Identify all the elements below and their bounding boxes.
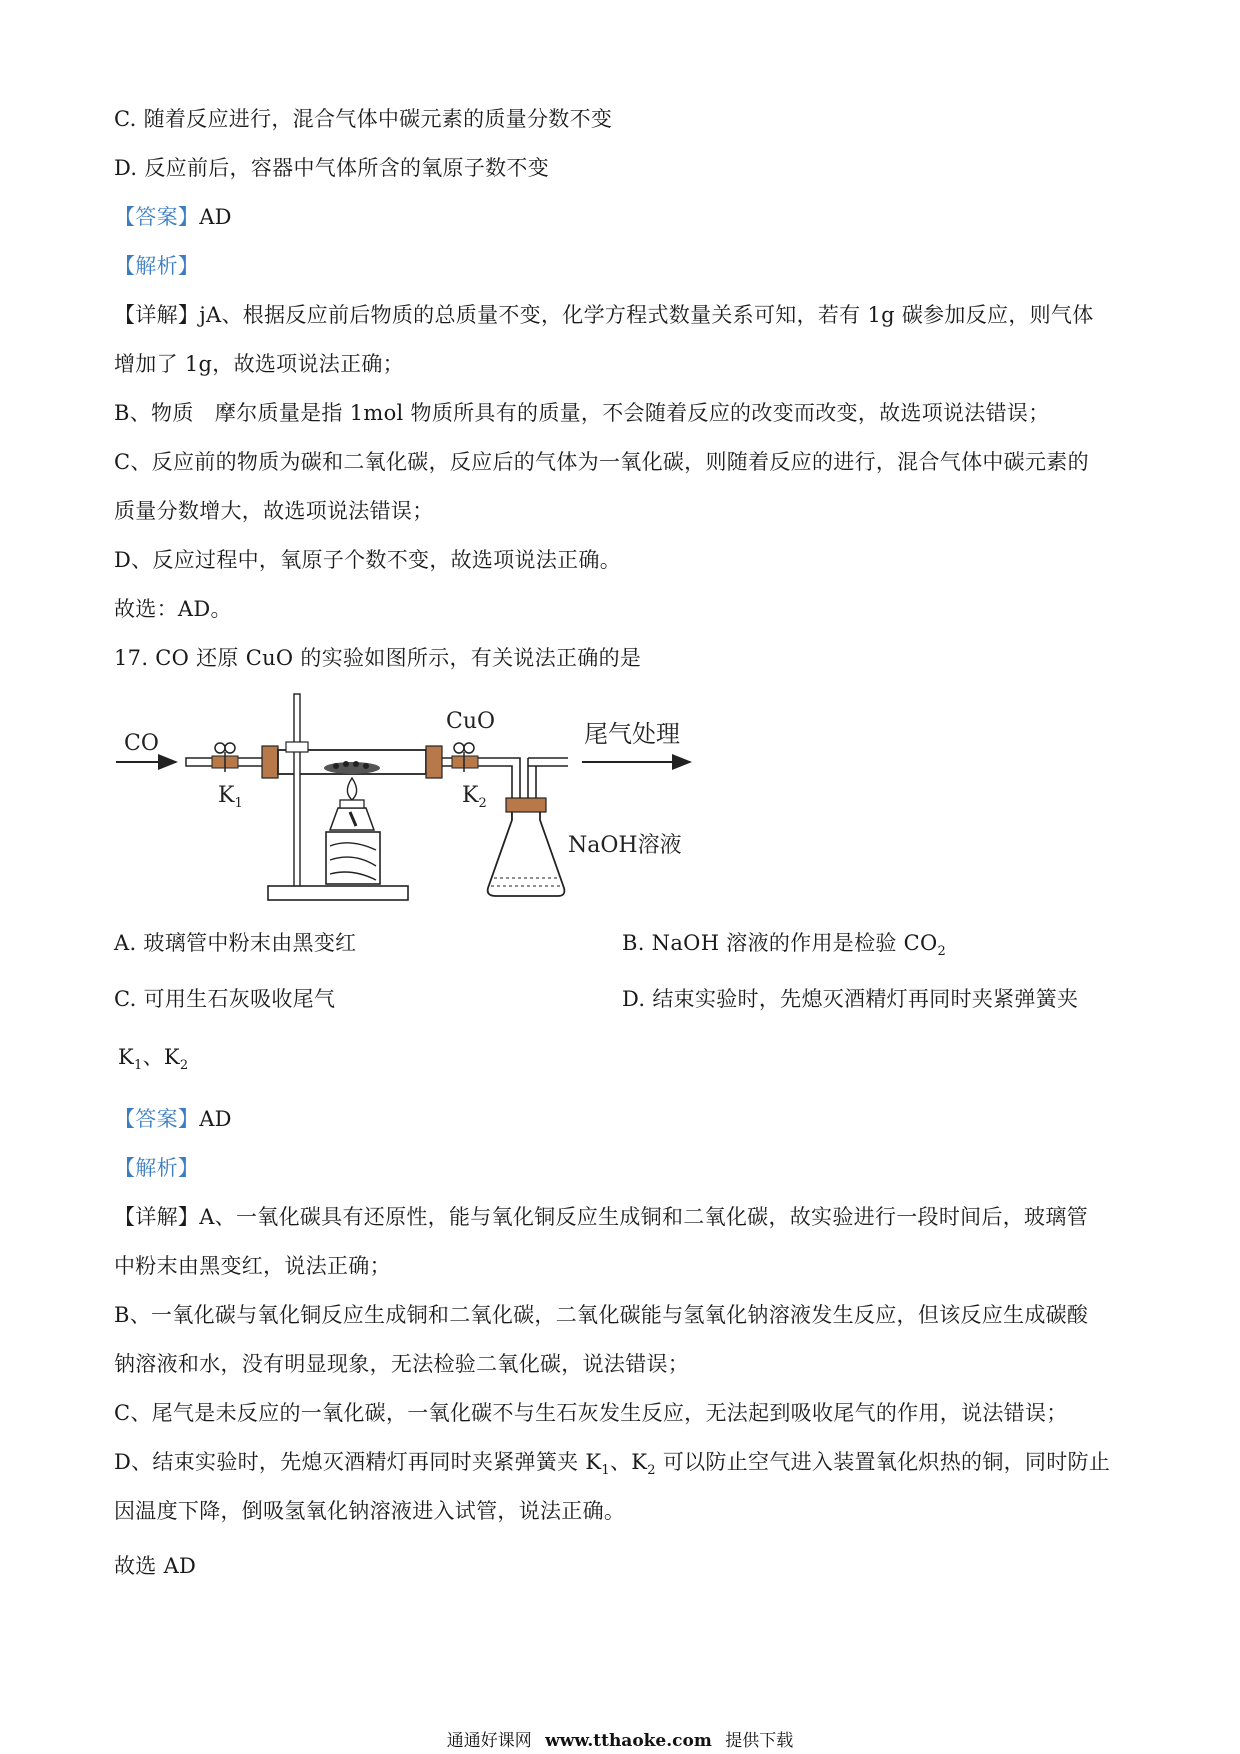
k2-label: $K_2$ [462, 783, 487, 811]
footer-site-name: 通通好课网 [446, 1731, 532, 1751]
k1-label: $K_1$ [218, 783, 243, 811]
conclusion-line-1: 故选：AD。 [114, 597, 232, 621]
explain2-line-2: 中粉末由黑变红，说法正确； [114, 1254, 391, 1278]
explain-line-6: D、反应过程中，氧原子个数不变，故选项说法正确。 [114, 548, 622, 572]
conclusion-line-2: 故选 AD [114, 1554, 197, 1578]
apparatus-diagram [110, 690, 710, 910]
explain2-line-5: C、尾气是未反应的一氧化碳，一氧化碳不与生石灰发生反应，无法起到吸收尾气的作用，说法错误； [114, 1401, 1068, 1425]
explain-line-2: 增加了 1g，故选项说法正确； [114, 352, 404, 376]
rubber-hose-k2 [452, 756, 478, 768]
analysis-tag-1: 【解析】 [114, 254, 200, 278]
alcohol-lamp [330, 778, 374, 830]
option-d-line: D. 反应前后，容器中气体所含的氧原子数不变 [114, 156, 550, 180]
option-b: B. NaOH 溶液的作用是检验 $CO_2$ [622, 931, 947, 959]
explain-line-4: C、反应前的物质为碳和二氧化碳，反应后的气体为一氧化碳，则随着反应的进行，混合气体中碳元素的 [114, 450, 1089, 474]
option-c: C. 可用生石灰吸收尾气 [114, 987, 336, 1011]
page-footer [0, 1730, 1240, 1752]
explain-line-5: 质量分数增大，故选项说法错误； [114, 499, 434, 523]
exhaust-label: 尾气处理 [584, 720, 680, 748]
option-c-line: C. 随着反应进行，混合气体中碳元素的质量分数不变 [114, 107, 613, 131]
footer-url-link[interactable]: www.tthaoke.com [545, 1731, 712, 1751]
explain2-line-4: 钠溶液和水，没有明显现象，无法检验二氧化碳，说法错误； [114, 1352, 690, 1376]
explain-line-1: 【详解】jA、根据反应前后物质的总质量不变，化学方程式数量关系可知，若有 1g 碳参加反应，则气体 [114, 303, 1094, 327]
answer-line-2: 【答案】AD [114, 1107, 232, 1131]
stopper-left [262, 746, 278, 778]
explain2-line-3: B、一氧化碳与氧化铜反应生成铜和二氧化碳，二氧化碳能与氢氧化钠溶液发生反应，但该反应生成碳酸 [114, 1303, 1089, 1327]
option-d: D. 结束实验时，先熄灭酒精灯再同时夹紧弹簧夹 [622, 987, 1079, 1011]
explain2-line-7: 因温度下降，倒吸氢氧化钠溶液进入试管，说法正确。 [114, 1499, 626, 1523]
stopper-right [426, 746, 442, 778]
wooden-block [326, 832, 380, 884]
footer-provide-text: 提供下载 [725, 1731, 794, 1751]
naoh-label: NaOH溶液 [568, 833, 682, 858]
option-a: A. 玻璃管中粉末由黑变红 [114, 931, 357, 955]
co-label: CO [124, 731, 159, 756]
analysis-tag-2: 【解析】 [114, 1156, 200, 1180]
explain2-line-6: D、结束实验时，先熄灭酒精灯再同时夹紧弹簧夹 $K_1$、$K_2$ 可以防止空气进入装置氧化炽热的铜，同时防止 [114, 1450, 1111, 1478]
cuo-label: CuO [446, 709, 496, 734]
answer-value: AD [199, 205, 232, 229]
exhaust-tube [528, 758, 568, 766]
flask [488, 798, 565, 896]
option-d-continued: $K_1$、$K_2$ [118, 1045, 189, 1073]
explain-line-3: B、物质 摩尔质量是指 1mol 物质所具有的质量，不会随着反应的改变而改变，故选项说法错误； [114, 401, 1050, 425]
answer-tag: 【答案】 [114, 205, 200, 229]
explain2-line-1: 【详解】A、一氧化碳具有还原性，能与氧化铜反应生成铜和二氧化碳，故实验进行一段时间后，玻璃管 [114, 1205, 1088, 1229]
answer-line-1 [114, 202, 232, 232]
question-17-stem: 17. CO 还原 CuO 的实验如图所示，有关说法正确的是 [114, 646, 642, 670]
